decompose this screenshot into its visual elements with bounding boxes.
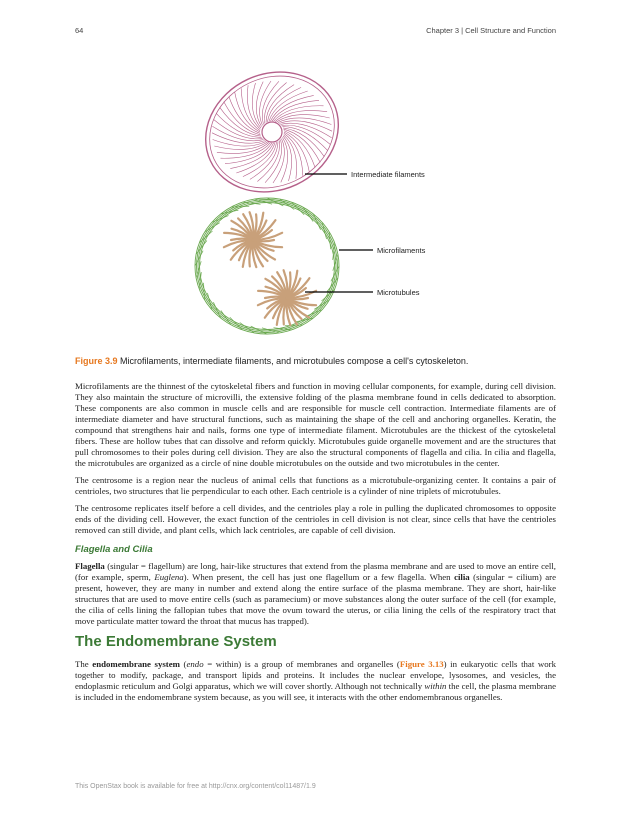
footer-note: This OpenStax book is available for free at http://cnx.org/content/col11487/1.9	[75, 783, 316, 790]
text-span: ) in eukaryotic cells that work together to modify, package, and transport lipids and proteins. It includes the nuclear envelope, lysosomes, and vesicles, the endoplasmic reticulum and Golgi apparatus, which we will cover shortly. Although not technically	[75, 659, 556, 691]
text-span: The	[75, 659, 93, 669]
term-endo: endo	[186, 659, 204, 669]
intermediate-filament-strand	[284, 131, 315, 168]
intermediate-filament-strand	[266, 85, 294, 123]
paragraph-centrosome: The centrosome is a region near the nucleus of animal cells that functions as a microtubule-organizing center. It contains a pair of centrioles, two structures that lie perpendicular to each other. Each centriole is a cylinder of nine triplets of microtubules.	[75, 475, 556, 496]
intermediate-filament-strand	[256, 82, 263, 127]
intermediate-filament-strand	[247, 85, 260, 129]
intermediate-filaments-cell	[186, 51, 358, 214]
nucleus-ring	[262, 122, 282, 142]
cytoskeleton-illustration	[75, 40, 556, 348]
intermediate-filament-strand	[220, 107, 261, 136]
term-euglena: Euglena	[154, 572, 184, 582]
intermediate-filament-strand	[260, 81, 271, 125]
text-span: the cell, the plasma membrane is included in the endomembrane system because, as you will see, it interacts with the other endomembranous organelles.	[75, 681, 556, 702]
term-cilia: cilia	[454, 572, 470, 582]
intermediate-filament-strand	[284, 135, 297, 179]
body-text	[75, 381, 556, 709]
intermediate-filament-strand	[284, 133, 303, 175]
heading-flagella-cilia: Flagella and Cilia	[75, 544, 153, 555]
figure-caption	[75, 356, 556, 366]
paragraph-centrosome-replication: The centrosome replicates itself before a cell divides, and the centrioles play a role in pulling the duplicated chromosomes to opposite ends of the dividing cell. However, the exact function of the centrioles in cell division is not clear, since cells that have the centrioles removed can still divide, and plant cells, which lack centrioles, are capable of cell division.	[75, 503, 556, 535]
text-span: = within) is a group of membranes and organelles (	[203, 659, 400, 669]
intermediate-filament-strand	[283, 128, 324, 157]
text-span: (singular = flagellum) are long, hair-like structures that extend from the plasma membrane and are used to move an entire cell, (for example, sperm,	[75, 561, 556, 582]
intermediate-filament-strand	[273, 139, 284, 183]
page-number: 64	[75, 26, 84, 35]
figure-number: Figure 3.9	[75, 356, 118, 366]
intermediate-filament-strand	[241, 88, 260, 130]
term-flagella: Flagella	[75, 561, 105, 571]
figure-caption-text: Microfilaments, intermediate filaments, and microtubules compose a cell's cytoskeleton.	[117, 356, 469, 366]
microfilament-strand	[285, 325, 303, 326]
microtubules-asters	[224, 212, 316, 325]
chapter-title: Chapter 3 | Cell Structure and Function	[426, 26, 556, 35]
paragraph-endomembrane	[75, 659, 556, 703]
text-span: (singular = cilium) are present, however, they are many in number and extend along the entire surface of the plasma membrane. They are short, hair-like structures that are used to move entire cells (such as paramecium) or move substances along the outer surface of the cell (for example, the cilia of cells lining the fallopian tubes that move the ovum toward the uterus, or cilia lining the cells of the respiratory tract that move particulate matter toward the throat that mucus has trapped).	[75, 572, 556, 626]
text-span: (	[179, 659, 187, 669]
label-microtubules: Microtubules	[377, 288, 420, 297]
label-intermediate-filaments: Intermediate filaments	[351, 170, 425, 179]
label-microfilaments: Microfilaments	[377, 246, 426, 255]
microfilament-ring	[197, 200, 338, 333]
paragraph-flagella	[75, 561, 556, 627]
intermediate-filament-strand	[229, 97, 260, 134]
paragraph-cytoskeletal-fibers: Microfilaments are the thinnest of the cytoskeletal fibers and function in moving cellular components, for example, during cell division. They also maintain the structure of microvilli, the extensive folding of the plasma membrane found in cells dedicated to absorption. These components are also common in muscle cells and are responsible for muscle cell contraction. Intermediate filaments are of intermediate diameter and have structural functions, such as maintaining the shape of the cell and anchoring organelles. Keratin, the compound that strengthens hair and nails, forms one type of intermediate filament. Microtubules are the thickest of the cytoskeletal fibers. These are hollow tubes that can dissolve and reform quickly. Microtubules guide organelle movement and are the structures that pull chromosomes to their poles during cell division. They are also the structural components of flagella and cilia. In cilia and flagella, the microtubules are organized as a circle of nine double microtubules on the outside and two microtubules in the center.	[75, 381, 556, 468]
intermediate-filament-strand	[250, 141, 278, 179]
term-within: within	[424, 681, 447, 691]
term-endomembrane-system: endomembrane system	[92, 659, 180, 669]
figure-3-13-link[interactable]: Figure 3.13	[399, 659, 444, 669]
intermediate-filament-strand	[281, 137, 288, 182]
microfilament-strand	[231, 206, 249, 207]
heading-endomembrane-system: The Endomembrane System	[75, 633, 277, 650]
text-span: ). When present, the cell has just one flagellum or a few flagella. When	[183, 572, 455, 582]
cytoskeleton-figure	[75, 40, 556, 348]
